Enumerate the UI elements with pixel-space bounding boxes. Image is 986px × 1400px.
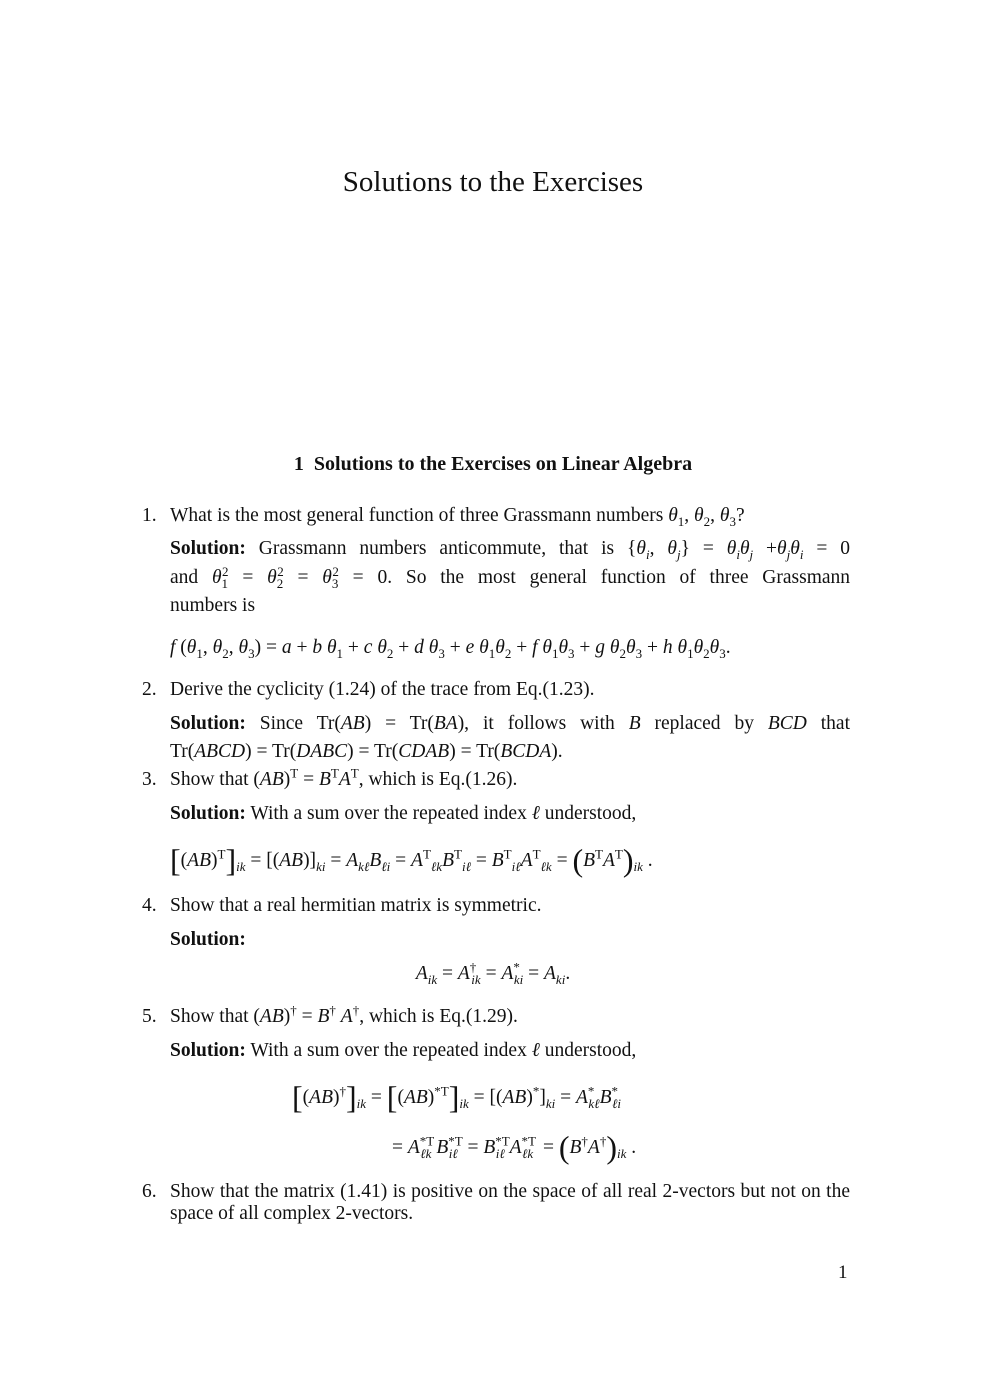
item-1-solution-line-2: and $\theta_1^2 = \theta_2^2 = \theta_3^2 = 0$. So the most general function of three Grassmann (170, 563, 851, 591)
item-2-solution: Solution: Since Tr(AB) = Tr(BA), it follows with B replaced by BCD that (170, 713, 851, 734)
solution-label: Solution: (170, 713, 246, 734)
item-5-equation-line-1: $[(AB)^\dagger]_{ik} = [(AB)^{*T}]_{ik} = [(AB)^*]_{ki} = A^*_{k\ell}B^*_{\ell i}$ (292, 1079, 622, 1115)
page-title: Solutions to the Exercises (342, 166, 644, 198)
item-number: 1. (142, 505, 157, 526)
solution-label: Solution: (170, 538, 246, 559)
section-title: Solutions to the Exercises on Linear Algebra (313, 453, 693, 475)
section-heading (0, 453, 986, 476)
item-3-solution: Solution: With a sum over the repeated index ℓ understood, (170, 803, 637, 824)
solution-label: Solution: (170, 929, 246, 950)
item-number: 5. (142, 1006, 157, 1027)
item-1-question: What is the most general function of three Grassmann numbers $\theta_1$, $\theta_2$, $\theta_3$? (170, 505, 745, 529)
item-5-solution: Solution: With a sum over the repeated index ℓ understood, (170, 1040, 637, 1061)
solution-label: Solution: (170, 1040, 246, 1061)
item-number: 6. (142, 1181, 157, 1202)
item-4-question: Show that a real hermitian matrix is symmetric. (170, 895, 542, 916)
page-number: 1 (838, 1262, 848, 1283)
item-3-equation: $[(AB)^T]_{ik} = [(AB)]_{ki} = A_{k\ell}B_{\ell i} = A^T_{\ell k}B^T_{i\ell} = B^T_{i\ell}A^T_{\ell k} = (B^TA^T)_{ik}$ . (170, 842, 653, 878)
item-5-question: Show that (AB)† = B† A†, which is Eq.(1.29). (170, 1002, 518, 1027)
item-number: 3. (142, 769, 157, 790)
item-1-equation: f ($\theta_1$, $\theta_2$, $\theta_3) = a + b$ $\theta_1 + c$ $\theta_2 + d$ $\theta_3 + e$ $\theta_1\theta_2 + f$ $\theta_1\theta_3 + g$ $\theta_2\theta_3 + h$ $\theta_1\theta_2\theta_3$. (170, 637, 731, 661)
item-number: 4. (142, 895, 157, 916)
item-2-solution-line-2: Tr(ABCD) = Tr(DABC) = Tr(CDAB) = Tr(BCDA). (170, 741, 563, 762)
item-1-solution: Solution: Grassmann numbers anticommute, that is {$\theta_i$, $\theta_j\} = \theta_i\theta_j +\theta_j\theta_i = 0$ (170, 538, 851, 562)
solution-label: Solution: (170, 803, 246, 824)
item-number: 2. (142, 679, 157, 700)
item-5-equation-line-2: = $A^{*T}_{\ell k}$ $B^{*T}_{i\ell} = B^{*T}_{i\ell}$ $A^{*T}_{\ell k} = (B^\dagger A^\dagger)_{ik}$ . (392, 1129, 637, 1165)
item-1-solution-line-3: numbers is (170, 595, 256, 616)
item-4-equation: $A_{ik} = A^\dagger_{ik} = A^*_{ki} = A_{ki}$. (415, 959, 571, 987)
item-3-question: Show that $(AB)^T = B^TA^T$, which is Eq.(1.26). (170, 765, 518, 790)
section-number: 1 (293, 453, 304, 475)
item-6-question: Show that the matrix (1.41) is positive on the space of all real 2-vectors but not on the space of all complex 2-vectors. (170, 1181, 850, 1224)
item-2-question: Derive the cyclicity (1.24) of the trace from Eq.(1.23). (170, 679, 595, 700)
